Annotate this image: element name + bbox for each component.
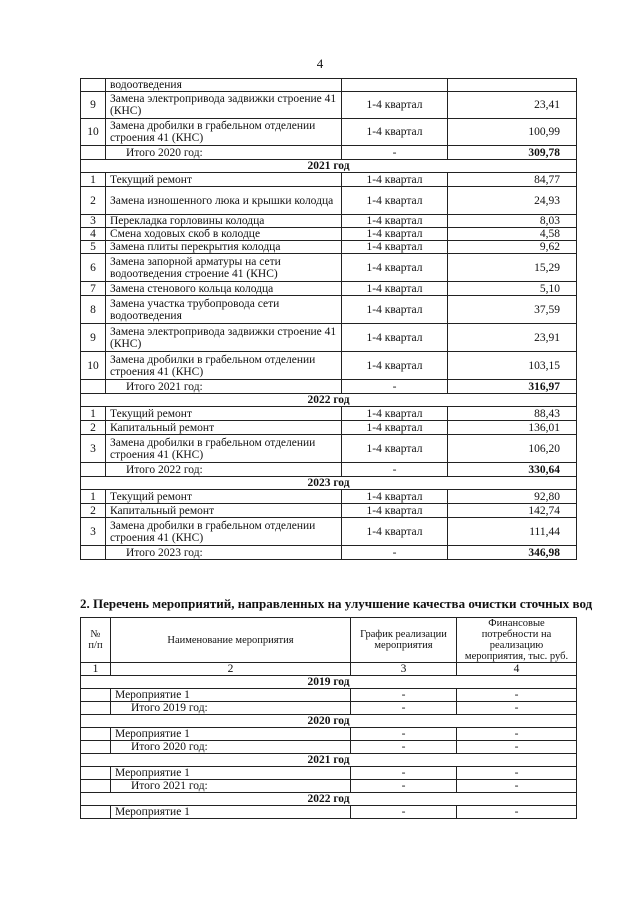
- schedule-cell: -: [351, 780, 457, 793]
- measure-name: Итого 2019 год:: [111, 702, 351, 715]
- measure-name: Итого 2021 год:: [111, 780, 351, 793]
- total-label: Итого 2023 год:: [106, 546, 342, 560]
- schedule-cell: 1-4 квартал: [342, 119, 448, 146]
- total-row: [81, 741, 577, 754]
- year-heading: 2021 год: [81, 160, 577, 173]
- measure-name: Замена изношенного люка и крышки колодца: [106, 187, 342, 215]
- schedule-cell: -: [351, 689, 457, 702]
- amount-cell: -: [457, 741, 577, 754]
- measure-name: Замена запорной арматуры на сети водоотведения строение 41 (КНС): [106, 254, 342, 282]
- amount-cell: -: [457, 728, 577, 741]
- total-label: Итого 2022 год:: [106, 463, 342, 477]
- row-number: [81, 780, 111, 793]
- amount-cell: -: [457, 767, 577, 780]
- total-label: Итого 2021 год:: [106, 380, 342, 394]
- schedule-cell: 1-4 квартал: [342, 352, 448, 380]
- table-row: [81, 518, 577, 546]
- header-num: № п/п: [81, 618, 111, 663]
- measure-name: Замена участка трубопровода сети водоотведения: [106, 296, 342, 324]
- col-number: 3: [351, 663, 457, 676]
- table-row: [81, 767, 577, 780]
- measure-name: Замена электропривода задвижки строение 41 (КНС): [106, 92, 342, 119]
- column-numbers-row: [81, 663, 577, 676]
- measure-name: Замена электропривода задвижки строение 41 (КНС): [106, 324, 342, 352]
- schedule-cell: 1-4 квартал: [342, 504, 448, 518]
- amount-cell: -: [457, 689, 577, 702]
- measure-name: Капитальный ремонт: [106, 421, 342, 435]
- year-heading: 2019 год: [81, 676, 577, 689]
- row-number: [81, 741, 111, 754]
- measure-name: Замена дробилки в грабельном отделении строения 41 (КНС): [106, 119, 342, 146]
- measure-name: Мероприятие 1: [111, 728, 351, 741]
- total-row: [81, 546, 577, 560]
- schedule-cell: 1-4 квартал: [342, 173, 448, 187]
- schedule-cell: -: [342, 380, 448, 394]
- row-number: 1: [81, 173, 106, 187]
- row-number: 3: [81, 518, 106, 546]
- row-number: [81, 463, 106, 477]
- measure-name: Замена дробилки в грабельном отделении строения 41 (КНС): [106, 435, 342, 463]
- sewerage-measures-table: [80, 78, 577, 560]
- measure-name: Замена плиты перекрытия колодца: [106, 241, 342, 254]
- amount-cell: 92,80: [448, 490, 577, 504]
- row-number: [81, 728, 111, 741]
- schedule-cell: -: [351, 702, 457, 715]
- schedule-cell: 1-4 квартал: [342, 241, 448, 254]
- total-row: [81, 380, 577, 394]
- amount-cell: 23,41: [448, 92, 577, 119]
- section-2-heading: 2. Перечень мероприятий, направленных на улучшение качества очистки сточных вод: [80, 596, 593, 611]
- amount-cell: 4,58: [448, 228, 577, 241]
- year-row: [81, 715, 577, 728]
- amount-cell: 84,77: [448, 173, 577, 187]
- measure-name: Замена стенового кольца колодца: [106, 282, 342, 296]
- amount-cell: 103,15: [448, 352, 577, 380]
- table-row: [81, 282, 577, 296]
- row-number: 5: [81, 241, 106, 254]
- header-schedule: График реализации мероприятия: [351, 618, 457, 663]
- measure-name: Мероприятие 1: [111, 689, 351, 702]
- year-row: [81, 676, 577, 689]
- schedule-cell: 1-4 квартал: [342, 282, 448, 296]
- table-row: [81, 254, 577, 282]
- schedule-cell: -: [351, 806, 457, 819]
- amount-cell: 5,10: [448, 282, 577, 296]
- table-row: [81, 352, 577, 380]
- measure-name: Капитальный ремонт: [106, 504, 342, 518]
- header-finance: Финансовые потребности на реализацию мероприятия, тыс. руб.: [457, 618, 577, 663]
- measure-name: Перекладка горловины колодца: [106, 215, 342, 228]
- amount-cell: 88,43: [448, 407, 577, 421]
- table-row: [81, 79, 577, 92]
- row-number: [81, 702, 111, 715]
- amount-cell: 111,44: [448, 518, 577, 546]
- row-number: 1: [81, 407, 106, 421]
- year-row: [81, 793, 577, 806]
- year-heading: 2023 год: [81, 477, 577, 490]
- total-row: [81, 780, 577, 793]
- row-number: 2: [81, 421, 106, 435]
- total-row: [81, 463, 577, 477]
- table-row: [81, 215, 577, 228]
- row-number: 3: [81, 215, 106, 228]
- schedule-cell: 1-4 квартал: [342, 490, 448, 504]
- treatment-quality-table: [80, 617, 577, 819]
- measure-name: Текущий ремонт: [106, 490, 342, 504]
- amount-cell: 346,98: [448, 546, 577, 560]
- total-row: [81, 146, 577, 160]
- row-number: [81, 79, 106, 92]
- col-number: 4: [457, 663, 577, 676]
- schedule-cell: -: [351, 728, 457, 741]
- schedule-cell: [342, 79, 448, 92]
- schedule-cell: -: [342, 146, 448, 160]
- row-number: [81, 806, 111, 819]
- measure-name: Замена дробилки в грабельном отделении строения 41 (КНС): [106, 518, 342, 546]
- amount-cell: 106,20: [448, 435, 577, 463]
- table-row: [81, 421, 577, 435]
- table-row: [81, 407, 577, 421]
- schedule-cell: 1-4 квартал: [342, 518, 448, 546]
- measure-name: Замена дробилки в грабельном отделении строения 41 (КНС): [106, 352, 342, 380]
- amount-cell: 100,99: [448, 119, 577, 146]
- amount-cell: [448, 79, 577, 92]
- col-number: 1: [81, 663, 111, 676]
- schedule-cell: 1-4 квартал: [342, 215, 448, 228]
- schedule-cell: 1-4 квартал: [342, 324, 448, 352]
- table-row: [81, 435, 577, 463]
- amount-cell: -: [457, 780, 577, 793]
- total-label: Итого 2020 год:: [106, 146, 342, 160]
- table-row: [81, 728, 577, 741]
- year-row: [81, 160, 577, 173]
- col-number: 2: [111, 663, 351, 676]
- year-heading: 2022 год: [81, 394, 577, 407]
- amount-cell: 309,78: [448, 146, 577, 160]
- row-number: [81, 546, 106, 560]
- header-name: Наименование мероприятия: [111, 618, 351, 663]
- measure-name: Текущий ремонт: [106, 407, 342, 421]
- amount-cell: -: [457, 806, 577, 819]
- schedule-cell: -: [351, 741, 457, 754]
- row-number: 7: [81, 282, 106, 296]
- amount-cell: 330,64: [448, 463, 577, 477]
- amount-cell: 142,74: [448, 504, 577, 518]
- schedule-cell: -: [342, 546, 448, 560]
- measure-name: Смена ходовых скоб в колодце: [106, 228, 342, 241]
- schedule-cell: 1-4 квартал: [342, 228, 448, 241]
- year-heading: 2021 год: [81, 754, 577, 767]
- amount-cell: 136,01: [448, 421, 577, 435]
- table-row: [81, 324, 577, 352]
- row-number: 3: [81, 435, 106, 463]
- year-row: [81, 477, 577, 490]
- schedule-cell: 1-4 квартал: [342, 421, 448, 435]
- row-number: [81, 380, 106, 394]
- amount-cell: 37,59: [448, 296, 577, 324]
- schedule-cell: 1-4 квартал: [342, 407, 448, 421]
- row-number: 6: [81, 254, 106, 282]
- page-number: 4: [316, 56, 324, 71]
- amount-cell: 23,91: [448, 324, 577, 352]
- table-row: [81, 689, 577, 702]
- year-row: [81, 754, 577, 767]
- table-row: [81, 296, 577, 324]
- row-number: 2: [81, 504, 106, 518]
- row-number: 8: [81, 296, 106, 324]
- row-number: 10: [81, 352, 106, 380]
- measure-name: Итого 2020 год:: [111, 741, 351, 754]
- table-row: [81, 806, 577, 819]
- row-number: 1: [81, 490, 106, 504]
- table-row: [81, 490, 577, 504]
- year-heading: 2022 год: [81, 793, 577, 806]
- amount-cell: 24,93: [448, 187, 577, 215]
- schedule-cell: 1-4 квартал: [342, 254, 448, 282]
- table-row: [81, 187, 577, 215]
- measure-name: Мероприятие 1: [111, 806, 351, 819]
- table-row: [81, 228, 577, 241]
- amount-cell: -: [457, 702, 577, 715]
- table-row: [81, 92, 577, 119]
- measure-name: водоотведения: [106, 79, 342, 92]
- schedule-cell: 1-4 квартал: [342, 92, 448, 119]
- amount-cell: 8,03: [448, 215, 577, 228]
- row-number: 10: [81, 119, 106, 146]
- measure-name: Текущий ремонт: [106, 173, 342, 187]
- amount-cell: 9,62: [448, 241, 577, 254]
- amount-cell: 15,29: [448, 254, 577, 282]
- amount-cell: 316,97: [448, 380, 577, 394]
- row-number: [81, 146, 106, 160]
- table-header-row: [81, 618, 577, 663]
- row-number: 9: [81, 324, 106, 352]
- schedule-cell: -: [351, 767, 457, 780]
- table-row: [81, 119, 577, 146]
- row-number: [81, 689, 111, 702]
- table-row: [81, 173, 577, 187]
- total-row: [81, 702, 577, 715]
- year-row: [81, 394, 577, 407]
- year-heading: 2020 год: [81, 715, 577, 728]
- row-number: 2: [81, 187, 106, 215]
- row-number: [81, 767, 111, 780]
- schedule-cell: 1-4 квартал: [342, 435, 448, 463]
- schedule-cell: -: [342, 463, 448, 477]
- schedule-cell: 1-4 квартал: [342, 187, 448, 215]
- table-row: [81, 504, 577, 518]
- row-number: 4: [81, 228, 106, 241]
- measure-name: Мероприятие 1: [111, 767, 351, 780]
- schedule-cell: 1-4 квартал: [342, 296, 448, 324]
- row-number: 9: [81, 92, 106, 119]
- table-row: [81, 241, 577, 254]
